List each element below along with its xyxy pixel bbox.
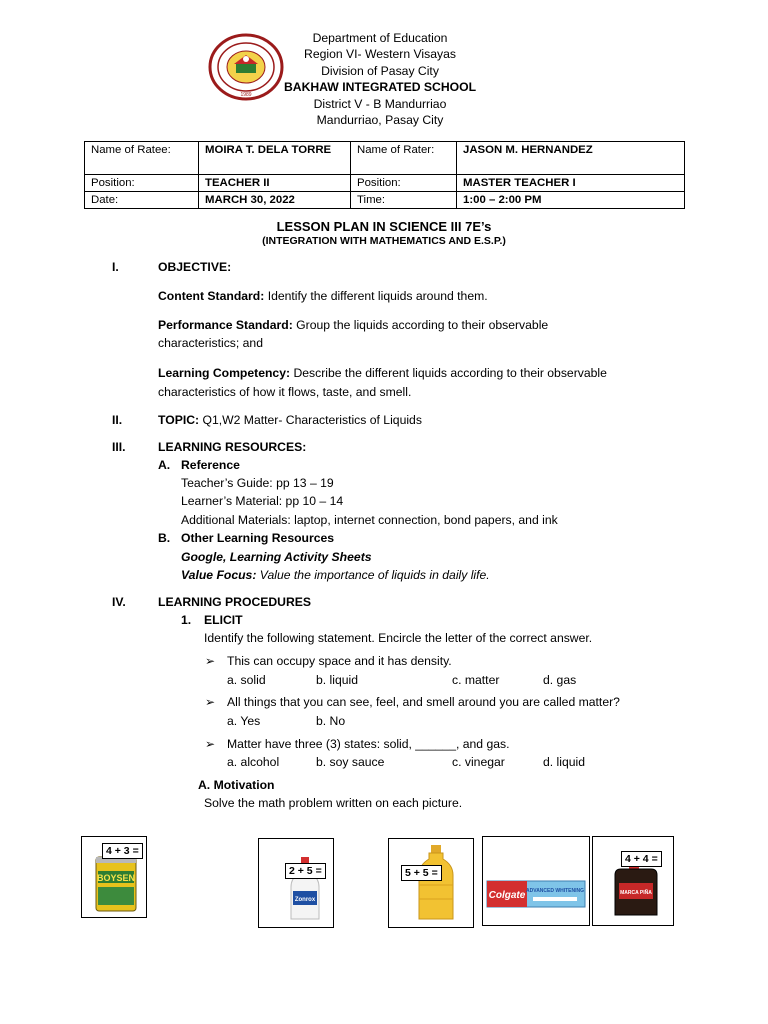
question-2: All things that you can see, feel, and smell around you are called matter? [227, 695, 620, 709]
learning-competency-text: Describe the different liquids according to their observable [293, 366, 607, 380]
topic-number: II. [112, 413, 123, 427]
reference-label: Reference [181, 458, 240, 472]
lesson-plan-title: LESSON PLAN IN SCIENCE III 7E’s [276, 219, 492, 234]
bleach-bottle-picture [258, 838, 334, 928]
q3-choice-c[interactable]: c. vinegar [452, 755, 505, 769]
rater-position-value: MASTER TEACHER I [457, 175, 685, 192]
q1-choice-d[interactable]: d. gas [543, 673, 577, 687]
topic-line [158, 413, 422, 428]
seal-year: 1989 [240, 92, 252, 98]
q3-choice-b[interactable]: b. soy sauce [316, 755, 385, 769]
value-focus-label: Value Focus: [181, 568, 257, 582]
procedures-heading: LEARNING PROCEDURES [158, 595, 312, 609]
document-header [230, 30, 530, 128]
learning-competency-label: Learning Competency: [158, 366, 291, 380]
header-line-division: Division of Pasay City [321, 63, 439, 78]
q2-choice-a[interactable]: a. Yes [227, 714, 261, 728]
elicit-label: ELICIT [204, 613, 243, 627]
other-resources-marker: B. [158, 531, 171, 545]
q2-choice-b[interactable]: b. No [316, 714, 346, 728]
colgate-brand-text: Colgate [488, 890, 526, 901]
header-line-region: Region VI- Western Visayas [304, 47, 456, 62]
header-line-district: District V - B Mandurriao [313, 96, 447, 111]
picture-1-equation: 4 + 3 = [102, 843, 143, 859]
date-value: MARCH 30, 2022 [199, 192, 351, 209]
resources-heading: LEARNING RESOURCES: [158, 440, 307, 454]
bullet-arrow-icon: ➢ [205, 695, 216, 709]
rater-label: Name of Rater: [351, 142, 457, 175]
time-label: Time: [351, 192, 457, 209]
date-label: Date: [85, 192, 199, 209]
ratee-value: MOIRA T. DELA TORRE [199, 142, 351, 175]
elicit-instruction: Identify the following statement. Encircle the letter of the correct answer. [204, 631, 593, 645]
motivation-text: Solve the math problem written on each picture. [204, 796, 463, 810]
objective-heading: OBJECTIVE: [158, 260, 232, 274]
bullet-arrow-icon: ➢ [205, 737, 216, 751]
position-value: TEACHER II [199, 175, 351, 192]
toothpaste-picture [482, 836, 590, 926]
q1-choice-c[interactable]: c. matter [452, 673, 500, 687]
question-1: This can occupy space and it has density. [227, 654, 452, 668]
performance-standard-text-line2: characteristics; and [158, 336, 263, 350]
objective-number: I. [112, 260, 119, 274]
motivation-label: A. Motivation [198, 778, 275, 792]
q3-choice-a[interactable]: a. alcohol [227, 755, 280, 769]
topic-label: TOPIC: [158, 413, 200, 427]
procedures-number: IV. [112, 595, 126, 609]
ratee-label: Name of Ratee: [85, 142, 199, 175]
learning-competency [158, 366, 607, 381]
additional-materials: Additional Materials: laptop, internet connection, bond papers, and ink [181, 513, 558, 527]
vinegar-gallon-picture [592, 836, 674, 926]
table-row [85, 175, 685, 192]
time-value: 1:00 – 2:00 PM [457, 192, 685, 209]
lesson-plan-subtitle: (INTEGRATION WITH MATHEMATICS AND E.S.P.) [262, 235, 506, 247]
zonrox-brand-text: Zonrox [294, 897, 316, 903]
other-resources-label: Other Learning Resources [181, 531, 335, 545]
learners-material: Learner’s Material: pp 10 – 14 [181, 494, 344, 508]
topic-text: Q1,W2 Matter- Characteristics of Liquids [202, 413, 422, 427]
reference-marker: A. [158, 458, 171, 472]
learning-competency-text-line2: characteristics of how it flows, taste, and smell. [158, 385, 412, 399]
header-line-department: Department of Education [312, 31, 448, 45]
q1-choice-a[interactable]: a. solid [227, 673, 266, 687]
rater-value: JASON M. HERNANDEZ [457, 142, 685, 175]
rater-position-label: Position: [351, 175, 457, 192]
resources-number: III. [112, 440, 126, 454]
content-standard-label: Content Standard: [158, 289, 265, 303]
q1-choice-b[interactable]: b. liquid [316, 673, 359, 687]
toothpaste-box-icon [483, 837, 589, 925]
vinegar-brand-text: MARCA PIÑA [620, 890, 652, 896]
header-line-address: Mandurriao, Pasay City [316, 113, 444, 128]
position-label: Position: [85, 175, 199, 192]
boysen-brand-text: BOYSEN [96, 873, 136, 883]
q3-choice-d[interactable]: d. liquid [543, 755, 586, 769]
performance-standard-label: Performance Standard: [158, 318, 293, 332]
bleach-bottle-icon [259, 839, 333, 927]
oil-bottle-icon [389, 839, 473, 927]
picture-5-equation: 4 + 4 = [621, 851, 662, 867]
table-row [85, 142, 685, 175]
colgate-tagline-text: ADVANCED WHITENING [526, 888, 584, 894]
bullet-arrow-icon: ➢ [205, 654, 216, 668]
other-resources-text: Google, Learning Activity Sheets [181, 550, 372, 564]
content-standard-text: Identify the different liquids around them. [267, 289, 488, 303]
paint-can-picture [81, 836, 147, 918]
oil-bottle-picture [388, 838, 474, 928]
performance-standard [158, 318, 548, 333]
header-school-name: BAKHAW INTEGRATED SCHOOL [283, 80, 477, 95]
content-standard [158, 289, 488, 304]
picture-2-equation: 2 + 5 = [285, 863, 326, 879]
performance-standard-text: Group the liquids according to their observable [296, 318, 549, 332]
rater-info-table [84, 141, 685, 209]
teachers-guide: Teacher’s Guide: pp 13 – 19 [181, 476, 334, 490]
question-3: Matter have three (3) states: solid, ______, and gas. [227, 737, 510, 751]
elicit-number: 1. [181, 613, 192, 627]
table-row [85, 192, 685, 209]
value-focus-text: Value the importance of liquids in daily life. [259, 568, 490, 582]
picture-3-equation: 5 + 5 = [401, 865, 442, 881]
value-focus [181, 568, 490, 583]
